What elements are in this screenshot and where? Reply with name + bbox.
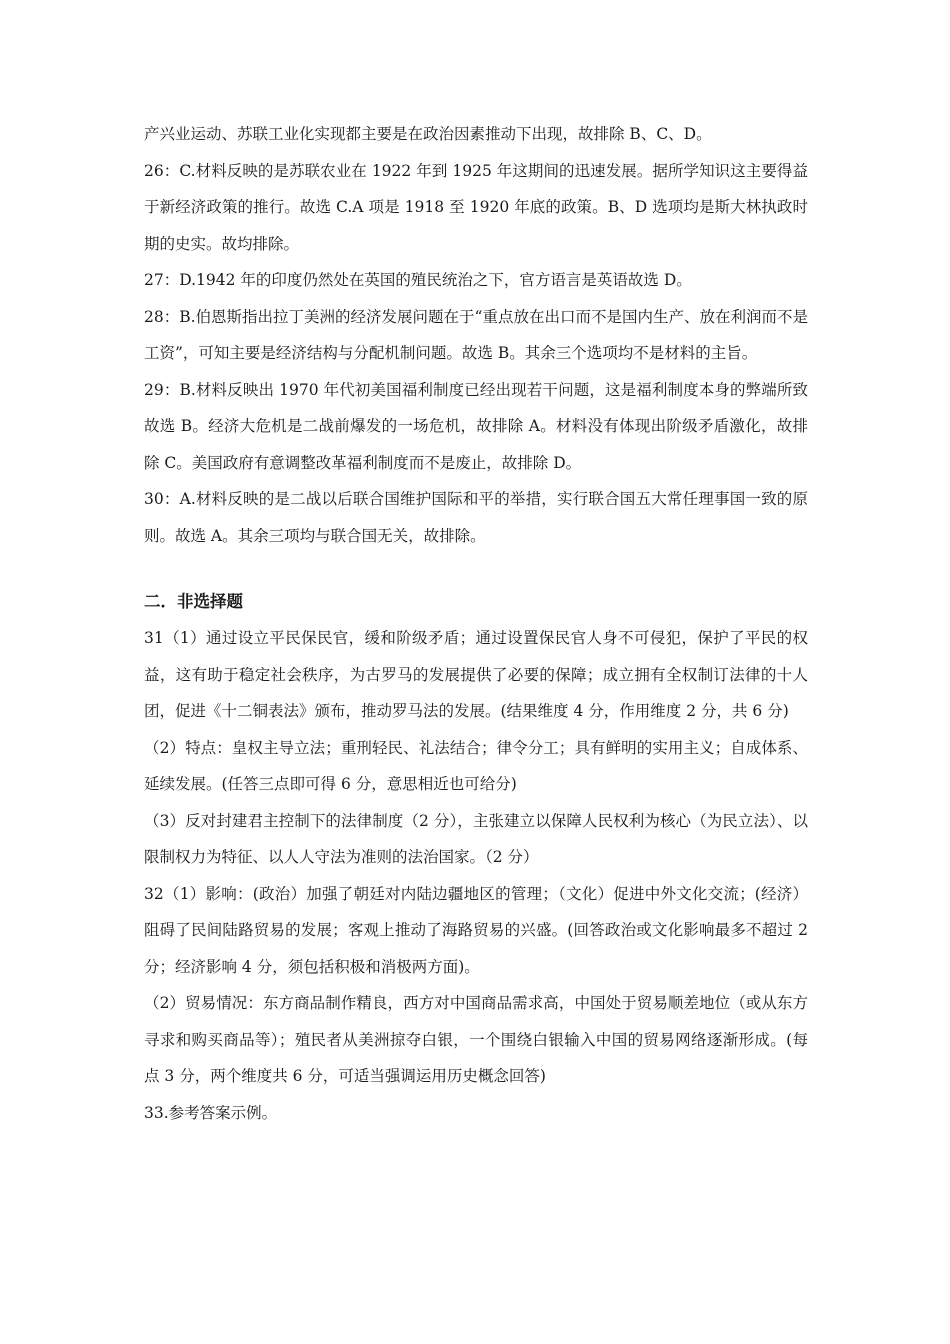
answer-31-part-3: （3）反对封建君主控制下的法律制度（2 分），主张建立以保障人民权利为核心（为民立法）、以限制权力为特征、以人人守法为准则的法治国家。（2 分） (144, 811, 808, 866)
answer-32-part-1: 32（1）影响：(政治）加强了朝廷对内陆边疆地区的管理；（文化）促进中外文化交流；(经济）阻碍了民间陆路贸易的发展；客观上推动了海路贸易的兴盛。(回答政治或文化影响最多不超过 2 分；经济影响 4 分，须包括积极和消极两方面)。 (144, 884, 808, 976)
answer-32-part-2: （2）贸易情况：东方商品制作精良，西方对中国商品需求高，中国处于贸易顺差地位（或从东方寻求和购买商品等）；殖民者从美洲掠夺白银，一个围绕白银输入中国的贸易网络逐渐形成。(每点 3 分，两个维度共 6 分，可适当强调运用历史概念回答) (144, 994, 808, 1085)
answer-30: 30：A.材料反映的是二战以后联合国维护国际和平的举措，实行联合国五大常任理事国一致的原则。故选 A。其余三项均与联合国无关，故排除。 (144, 490, 808, 545)
answer-25-continued: 产兴业运动、苏联工业化实现都主要是在政治因素推动下出现，故排除 B、C、D。 (144, 125, 712, 143)
answer-28: 28：B.伯恩斯指出拉丁美洲的经济发展问题在于“重点放在出口而不是国内生产、放在利润而不是工资”，可知主要是经济结构与分配机制问题。故选 B。其余三个选项均不是材料的主旨。 (144, 307, 808, 362)
answer-31-part-1: 31（1）通过设立平民保民官，缓和阶级矛盾；通过设置保民官人身不可侵犯，保护了平民的权益，这有助于稳定社会秩序，为古罗马的发展提供了必要的保障；成立拥有全权制订法律的十人团，促进《十二铜表法》颁布，推动罗马法的发展。(结果维度 4 分，作用维度 2 分，共 6 分) (144, 629, 808, 720)
answer-31-part-2: （2）特点：皇权主导立法；重刑轻民、礼法结合；律令分工；具有鲜明的实用主义；自成体系、延续发展。(任答三点即可得 6 分，意思相近也可给分) (144, 738, 808, 793)
answer-33: 33.参考答案示例。 (144, 1103, 278, 1122)
answer-29: 29：B.材料反映出 1970 年代初美国福利制度已经出现若干问题，这是福利制度本身的弊端所致故选 B。经济大危机是二战前爆发的一场危机，故排除 A。材料没有体现出阶级矛盾激化，故排除 C。美国政府有意调整改革福利制度而不是废止，故排除 D。 (144, 380, 808, 472)
section-gap (144, 554, 808, 584)
answer-27: 27：D.1942 年的印度仍然处在英国的殖民统治之下，官方语言是英语故选 D。 (144, 271, 692, 289)
section-heading-non-choice: 二．非选择题 (144, 592, 243, 611)
page-content (144, 116, 808, 1131)
answer-26: 26：C.材料反映的是苏联农业在 1922 年到 1925 年这期间的迅速发展。据所学知识这主要得益于新经济政策的推行。故选 C.A 项是 1918 至 1920 年底的政策。B、D 选项均是斯大林执政时期的史实。故均排除。 (144, 161, 808, 253)
